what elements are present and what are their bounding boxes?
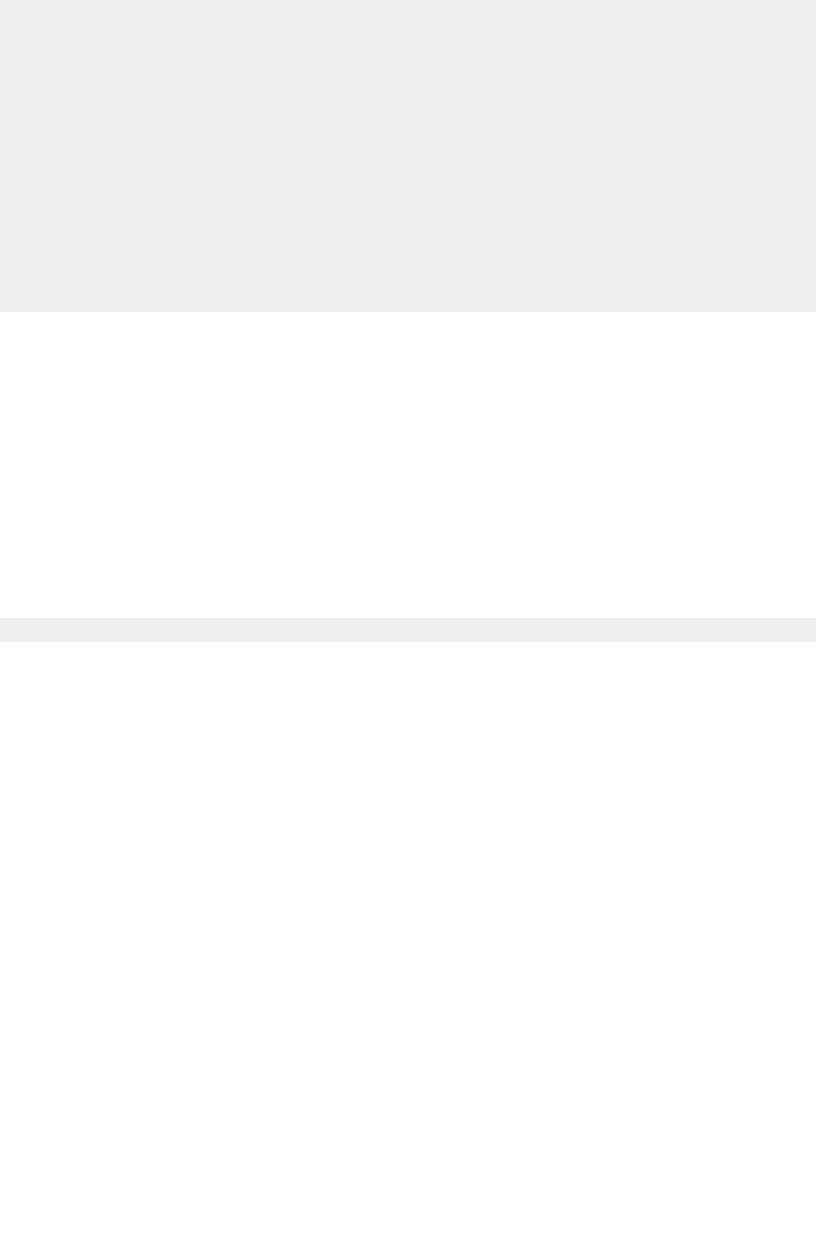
slide-background bbox=[0, 0, 816, 312]
slide-background bbox=[0, 618, 816, 642]
